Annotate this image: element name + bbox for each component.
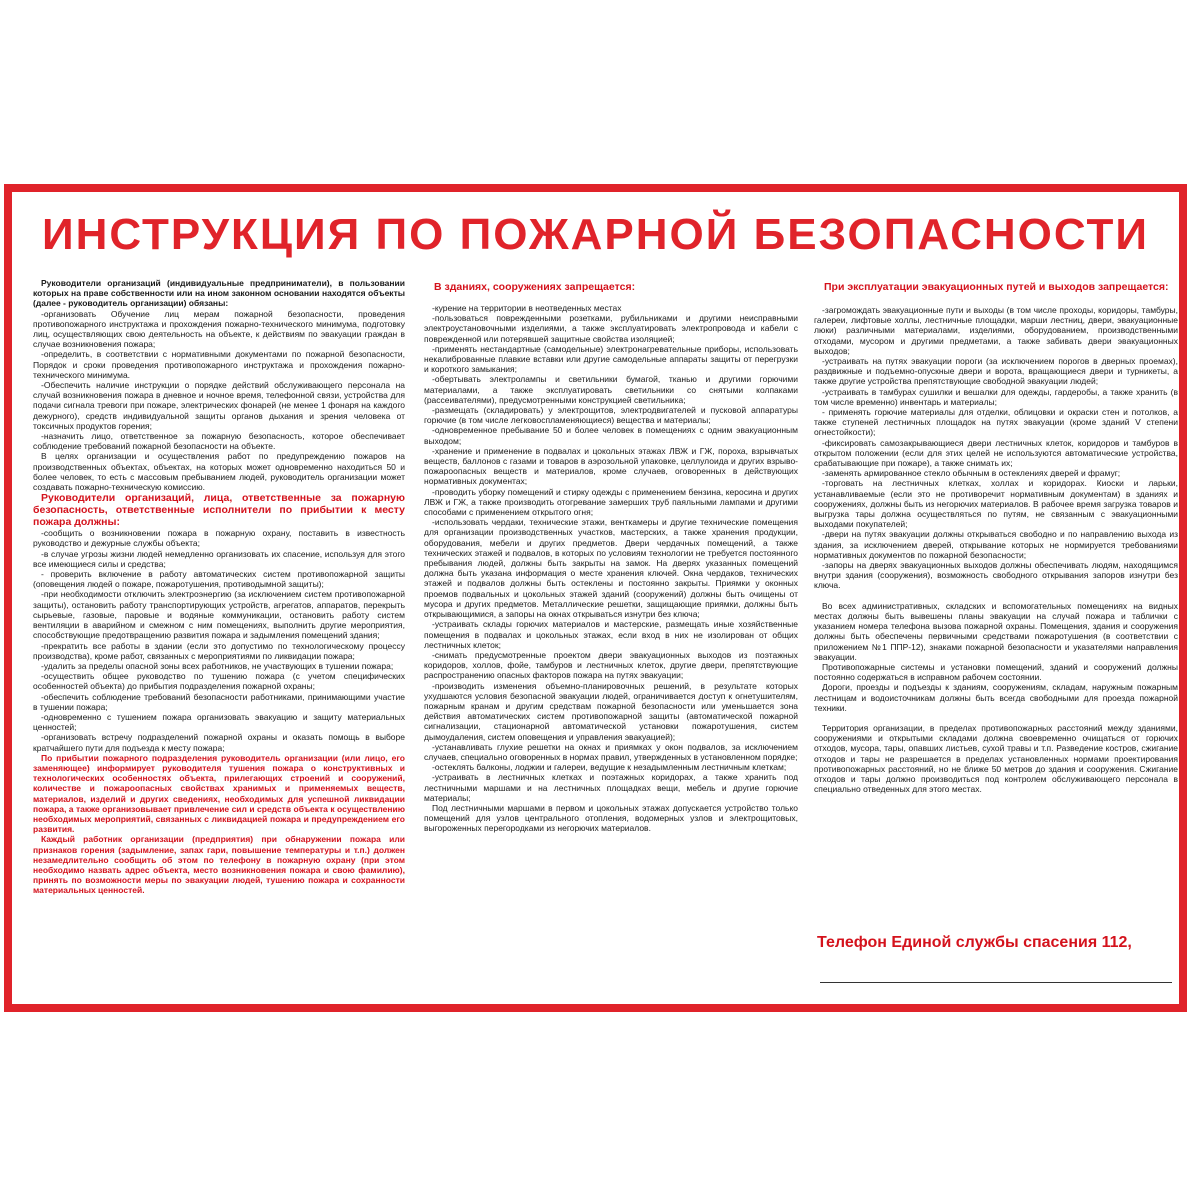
paragraph: -обеспечить соблюдение требований безопасности работниками, принимающими участие в тушении пожара; [33, 691, 405, 712]
paragraph: -организовать встречу подразделений пожарной охраны и оказать помощь в выборе кратчайшего пути для подъезда к месту пожара; [33, 732, 405, 753]
list-item: -двери на путях эвакуации должны открываться свободно и по направлению выхода из здания, за исключением дверей, открывание которых не нормируется требованиями нормативных документов по пожарной безопасности; [814, 529, 1178, 560]
list-item: -устраивать на путях эвакуации пороги (за исключением порогов в дверных проемах), раздвижные и подъемно-опускные двери и ворота, вращающиеся двери и турникеты, а также другие устройства препятствующие свободной эвакуации людей; [814, 356, 1178, 387]
column-middle [424, 278, 798, 990]
paragraph: -одновременно с тушением пожара организовать эвакуацию и защиту материальных ценностей; [33, 711, 405, 733]
section-heading: Руководители организаций, лица, ответственные за пожарную безопасность, ответственные исполнители по прибытии к месту пожара должны: [33, 492, 405, 529]
list-item: -обертывать электролампы и светильники бумагой, тканью и другими горючими материалами, а также эксплуатировать светильники со снятыми колпаками (рассеивателями), предусмотренными конструкцией светильника; [424, 374, 798, 405]
list-item: -хранение и применение в подвалах и цокольных этажах ЛВЖ и ГЖ, пороха, взрывчатых веществ, баллонов с газами и товаров в аэрозольной упаковке, целлулоида и других взрыво-пожароопасных веществ и материалов, кроме случаев, оговоренных в действующих нормативных документах; [424, 445, 798, 487]
list-item: -загромождать эвакуационные пути и выходы (в том числе проходы, коридоры, тамбуры, галереи, лифтовые холлы, лестничные площадки, марши лестниц, двери, эвакуационные люки) различными материалами, изделиями, оборудованием, производственными отходами, мусором и другими предметами, а также забивать двери эвакуационных выходов; [814, 305, 1178, 356]
paragraph: В целях организации и осуществления работ по предупреждению пожаров на производственных объектах, объектах, на которых может одновременно находиться 50 и более человек, то есть с массовым пребыванием людей, руководитель организации может создавать пожарно-техническую комиссию. [33, 451, 405, 493]
poster-title: ИНСТРУКЦИЯ ПО ПОЖАРНОЙ БЕЗОПАСНОСТИ [41, 210, 1150, 259]
list-item: -устраивать в тамбурах сушилки и вешалки для одежды, гардеробы, а также хранить (в том числе временно) инвентарь и материалы; [814, 386, 1178, 407]
list-item: -заменять армированное стекло обычным в остеклениях дверей и фрамуг; [822, 468, 1121, 479]
paragraph: -в случае угрозы жизни людей немедленно организовать их спасение, используя для этого все имеющиеся силы и средства; [33, 548, 405, 569]
paragraph: -назначить лицо, ответственное за пожарную безопасность, которое обеспечивает соблюдение требований пожарной безопасности на объекте. [33, 431, 405, 452]
list-item: -устраивать склады горючих материалов и мастерские, размещать иные хозяйственные помещения в подвалах и цокольных этажах, если вход в них не изолирован от общих лестничных клеток; [424, 619, 798, 650]
list-item: Под лестничными маршами в первом и цокольных этажах допускается устройство только помещений для узлов центрального отопления, водомерных узлов и электрощитовых, выгороженных перегородками из негорючих материалов. [424, 802, 798, 834]
red-paragraph: По прибытии пожарного подразделения руководитель организации (или лицо, его заменяющее) информирует руководителя тушения пожара о конструктивных и технологических особенностях объекта, прилегающих строений и сооружений, количестве и пожароопасных свойствах хранимых и применяемых веществ, материалов, изделий и других сведениях, необходимых для успешной ликвидации пожара, а также организовывает привлечение сил и средств объекта к осуществлению необходимых мероприятий, связанных с ликвидацией пожара и предупреждением его развития. [33, 752, 405, 835]
list-item: -снимать предусмотренные проектом двери эвакуационных выходов из поэтажных коридоров, холлов, фойе, тамбуров и лестничных клеток, другие двери, препятствующие распространению опасных факторов пожара на путях эвакуации; [424, 649, 798, 681]
section-heading: В зданиях, сооружениях запрещается: [434, 281, 636, 293]
list-item: -одновременное пребывание 50 и более человек в помещениях с одним эвакуационным выходом; [424, 425, 798, 446]
list-item: -применять нестандартные (самодельные) электронагревательные приборы, использовать некалиброванные плавкие вставки или другие самодельные аппараты защиты от перегрузки и короткого замыкания; [424, 343, 798, 375]
paragraph: -организовать Обучение лиц мерам пожарной безопасности, проведения противопожарного инструктажа и прохождения пожарно-технического минимума, подготовку лиц, осуществляющих свою деятельность на объекте, к действиям по эвакуации граждан в случае возникновения пожара; [33, 308, 405, 350]
paragraph: Территория организации, в пределах противопожарных расстояний между зданиями, сооружениями и открытыми складами должна своевременно очищаться от горючих отходов, мусора, тары, опавших листьев, сухой травы и т.п. Разведение костров, сжигание отходов и тары не разрешается в пределах установленных нормами проектирования противопожарных расстояний, но не ближе 50 метров до здания и сооружения. Сжигание отходов и тары должно производиться под контролем обслуживающего персонала в специально отведенных для этого местах. [814, 722, 1178, 795]
paragraph: Во всех административных, складских и вспомогательных помещениях на видных местах должны быть вывешены планы эвакуации на случай пожара и таблички с указанием номера телефона вызова пожарной охраны. Помещения, здания и сооружения должны быть обеспечены первичными средствами пожаротушения (в соответствии с приложением №1 ППР-12), знаками пожарной безопасности и указателями направления эвакуации. [814, 600, 1178, 662]
list-item: -пользоваться поврежденными розетками, рубильниками и другими неисправными электроустановочными изделиями, а также эксплуатировать электропровода и кабели с поврежденной или потерявшей защитные свойства изоляцией; [424, 313, 798, 344]
column-left [33, 278, 405, 990]
paragraph: -определить, в соответствии с нормативными документами по пожарной безопасности, Порядок и сроки проведения противопожарного инструктажа и прохождения пожарно-технического минимума. [33, 349, 405, 380]
list-item: -производить изменения объемно-планировочных решений, в результате которых ухудшаются условия безопасной эвакуации людей, ограничивается доступ к огнетушителям, пожарным кранам и другим средствам пожарной безопасности или уменьшается зона действия автоматических систем противопожарной защиты (автоматической пожарной сигнализации, стационарной автоматической установки пожаротушения, систем дымоудаления, систем оповещения и управления эвакуацией); [424, 680, 798, 742]
list-item: -курение на территории в неотведенных местах [432, 303, 622, 313]
paragraph: -Обеспечить наличие инструкции о порядке действий обслуживающего персонала на случай возникновения пожара в дневное и ночное время, телефонной связи, устройства для подачи сигнала тревоги при пожаре, электрических фонарей (не менее 1 фонаря на каждого дежурного), средств индивидуальной защиты органов дыхания и зрения человека от токсичных продуктов горения; [33, 380, 405, 431]
instruction-poster [4, 184, 1187, 1012]
list-item: -устраивать в лестничных клетках и поэтажных коридорах, а также хранить под лестничными маршами и на лестничных площадках вещи, мебель и другие горючие материалы; [424, 772, 798, 803]
paragraph: -прекратить все работы в здании (если это допустимо по технологическому процессу производства), кроме работ, связанных с мероприятиями по ликвидации пожара; [33, 640, 405, 661]
phone-underline [820, 982, 1172, 983]
list-item: -запоры на дверях эвакуационных выходов должны обеспечивать людям, находящимся внутри здания (сооружения), возможность свободного открывания запоров изнутри без ключа. [814, 560, 1178, 591]
section-heading: При эксплуатации эвакуационных путей и выходов запрещается: [824, 281, 1169, 293]
paragraph: -при необходимости отключить электроэнергию (за исключением систем противопожарной защиты), остановить работу транспортирующих устройств, агрегатов, аппаратов, перекрыть сырьевые, газовые, паровые и водяные коммуникации, остановить работу систем вентиляции в аварийном и смежном с ним помещениях, выполнить другие мероприятия, способствующие предотвращению развития пожара и задымления помещений здания; [33, 589, 405, 641]
list-item: -фиксировать самозакрывающиеся двери лестничных клеток, коридоров и тамбуров в открытом положении (если для этих целей не используются автоматические устройства, срабатывающие при пожаре), а также снимать их; [814, 437, 1178, 469]
list-item: -размещать (складировать) у электрощитов, электродвигателей и пусковой аппаратуры горючие (в том числе легковоспламеняющиеся) вещества и материалы; [424, 405, 798, 426]
emergency-phone-label: Телефон Единой службы спасения 112, [817, 934, 1132, 951]
column-right [814, 278, 1178, 918]
paragraph: -удалить за пределы опасной зоны всех работников, не участвующих в тушении пожара; [41, 660, 394, 671]
paragraph: Противопожарные системы и установки помещений, зданий и сооружений должны постоянно содержаться в исправном рабочем состоянии. [814, 661, 1178, 683]
paragraph: Дороги, проезды и подъезды к зданиям, сооружениям, складам, наружным пожарным лестницам и водоисточникам должны быть всегда свободными для проезда пожарной техники. [814, 682, 1178, 713]
intro-paragraph: Руководители организаций (индивидуальные предприниматели), в пользовании которых на праве собственности или на ином законном основании находятся объекты (далее - руководитель организации) обязаны: [33, 278, 405, 309]
red-paragraph: Каждый работник организации (предприятия) при обнаружении пожара или признаков горения (задымление, запах гари, повышение температуры и т.п.) должен незамедлительно сообщить об этом по телефону в пожарную охрану (при этом необходимо назвать адрес объекта, место возникновения пожара и свою фамилию), принять по возможности меры по эвакуации людей, тушению пожара и сохранности материальных ценностей. [33, 834, 405, 896]
list-item: -остеклять балконы, лоджии и галереи, ведущие к незадымленным лестничным клеткам; [432, 762, 787, 773]
list-item: -проводить уборку помещений и стирку одежды с применением бензина, керосина и других ЛВЖ и ГЖ, а также производить отогревание замерших труб паяльными лампами и другими способами с применением открытого огня; [424, 486, 798, 518]
list-item: -устанавливать глухие решетки на окнах и приямках у окон подвалов, за исключением случаев, специально оговоренных в нормах правил, утвержденных в установленном порядке; [424, 741, 798, 762]
list-item: -использовать чердаки, технические этажи, венткамеры и другие технические помещения для организации производственных участков, мастерских, а также хранения продукции, оборудования, мебели и других предметов. Двери чердачных помещений, а также технических этажей и подвалов, в которых по условиям технологии не требуется постоянного пребывания людей, должны быть закрыты на замок. На дверях указанных помещений должна быть указана информация о месте хранения ключей. Окна чердаков, технических этажей и подвалов должны быть остеклены и постоянно закрыты. Приямки у оконных проемов подвальных и цокольных этажей зданий (сооружений) должны быть очищены от мусора и других предметов. Металлические решетки, защищающие приямки, должны быть открывающимися, а запоры на окнах открываться изнутри без ключа; [424, 517, 798, 620]
paragraph: - проверить включение в работу автоматических систем противопожарной защиты (оповещения людей о пожаре, пожаротушения, противодымной защиты); [33, 569, 405, 590]
paragraph: -осуществить общее руководство по тушению пожара (с учетом специфических особенностей объекта) до прибытия подразделения пожарной охраны; [33, 671, 405, 692]
paragraph: -сообщить о возникновении пожара в пожарную охрану, поставить в известность руководство и дежурные службы объекта; [33, 528, 405, 549]
list-item: - применять горючие материалы для отделки, облицовки и окраски стен и потолков, а также ступеней лестничных площадок на путях эвакуации (кроме зданий V степени огнестойкости); [814, 407, 1178, 438]
list-item: -торговать на лестничных клетках, холлах и коридорах. Киоски и ларьки, устанавливаемые (если это не противоречит нормативным документам) в зданиях и сооружениях, должны быть из негорючих материалов. В рабочее время загрузка товаров и выгрузка тары должна осуществляться по путям, не связанным с эвакуационными выходами покупателей; [814, 478, 1178, 530]
